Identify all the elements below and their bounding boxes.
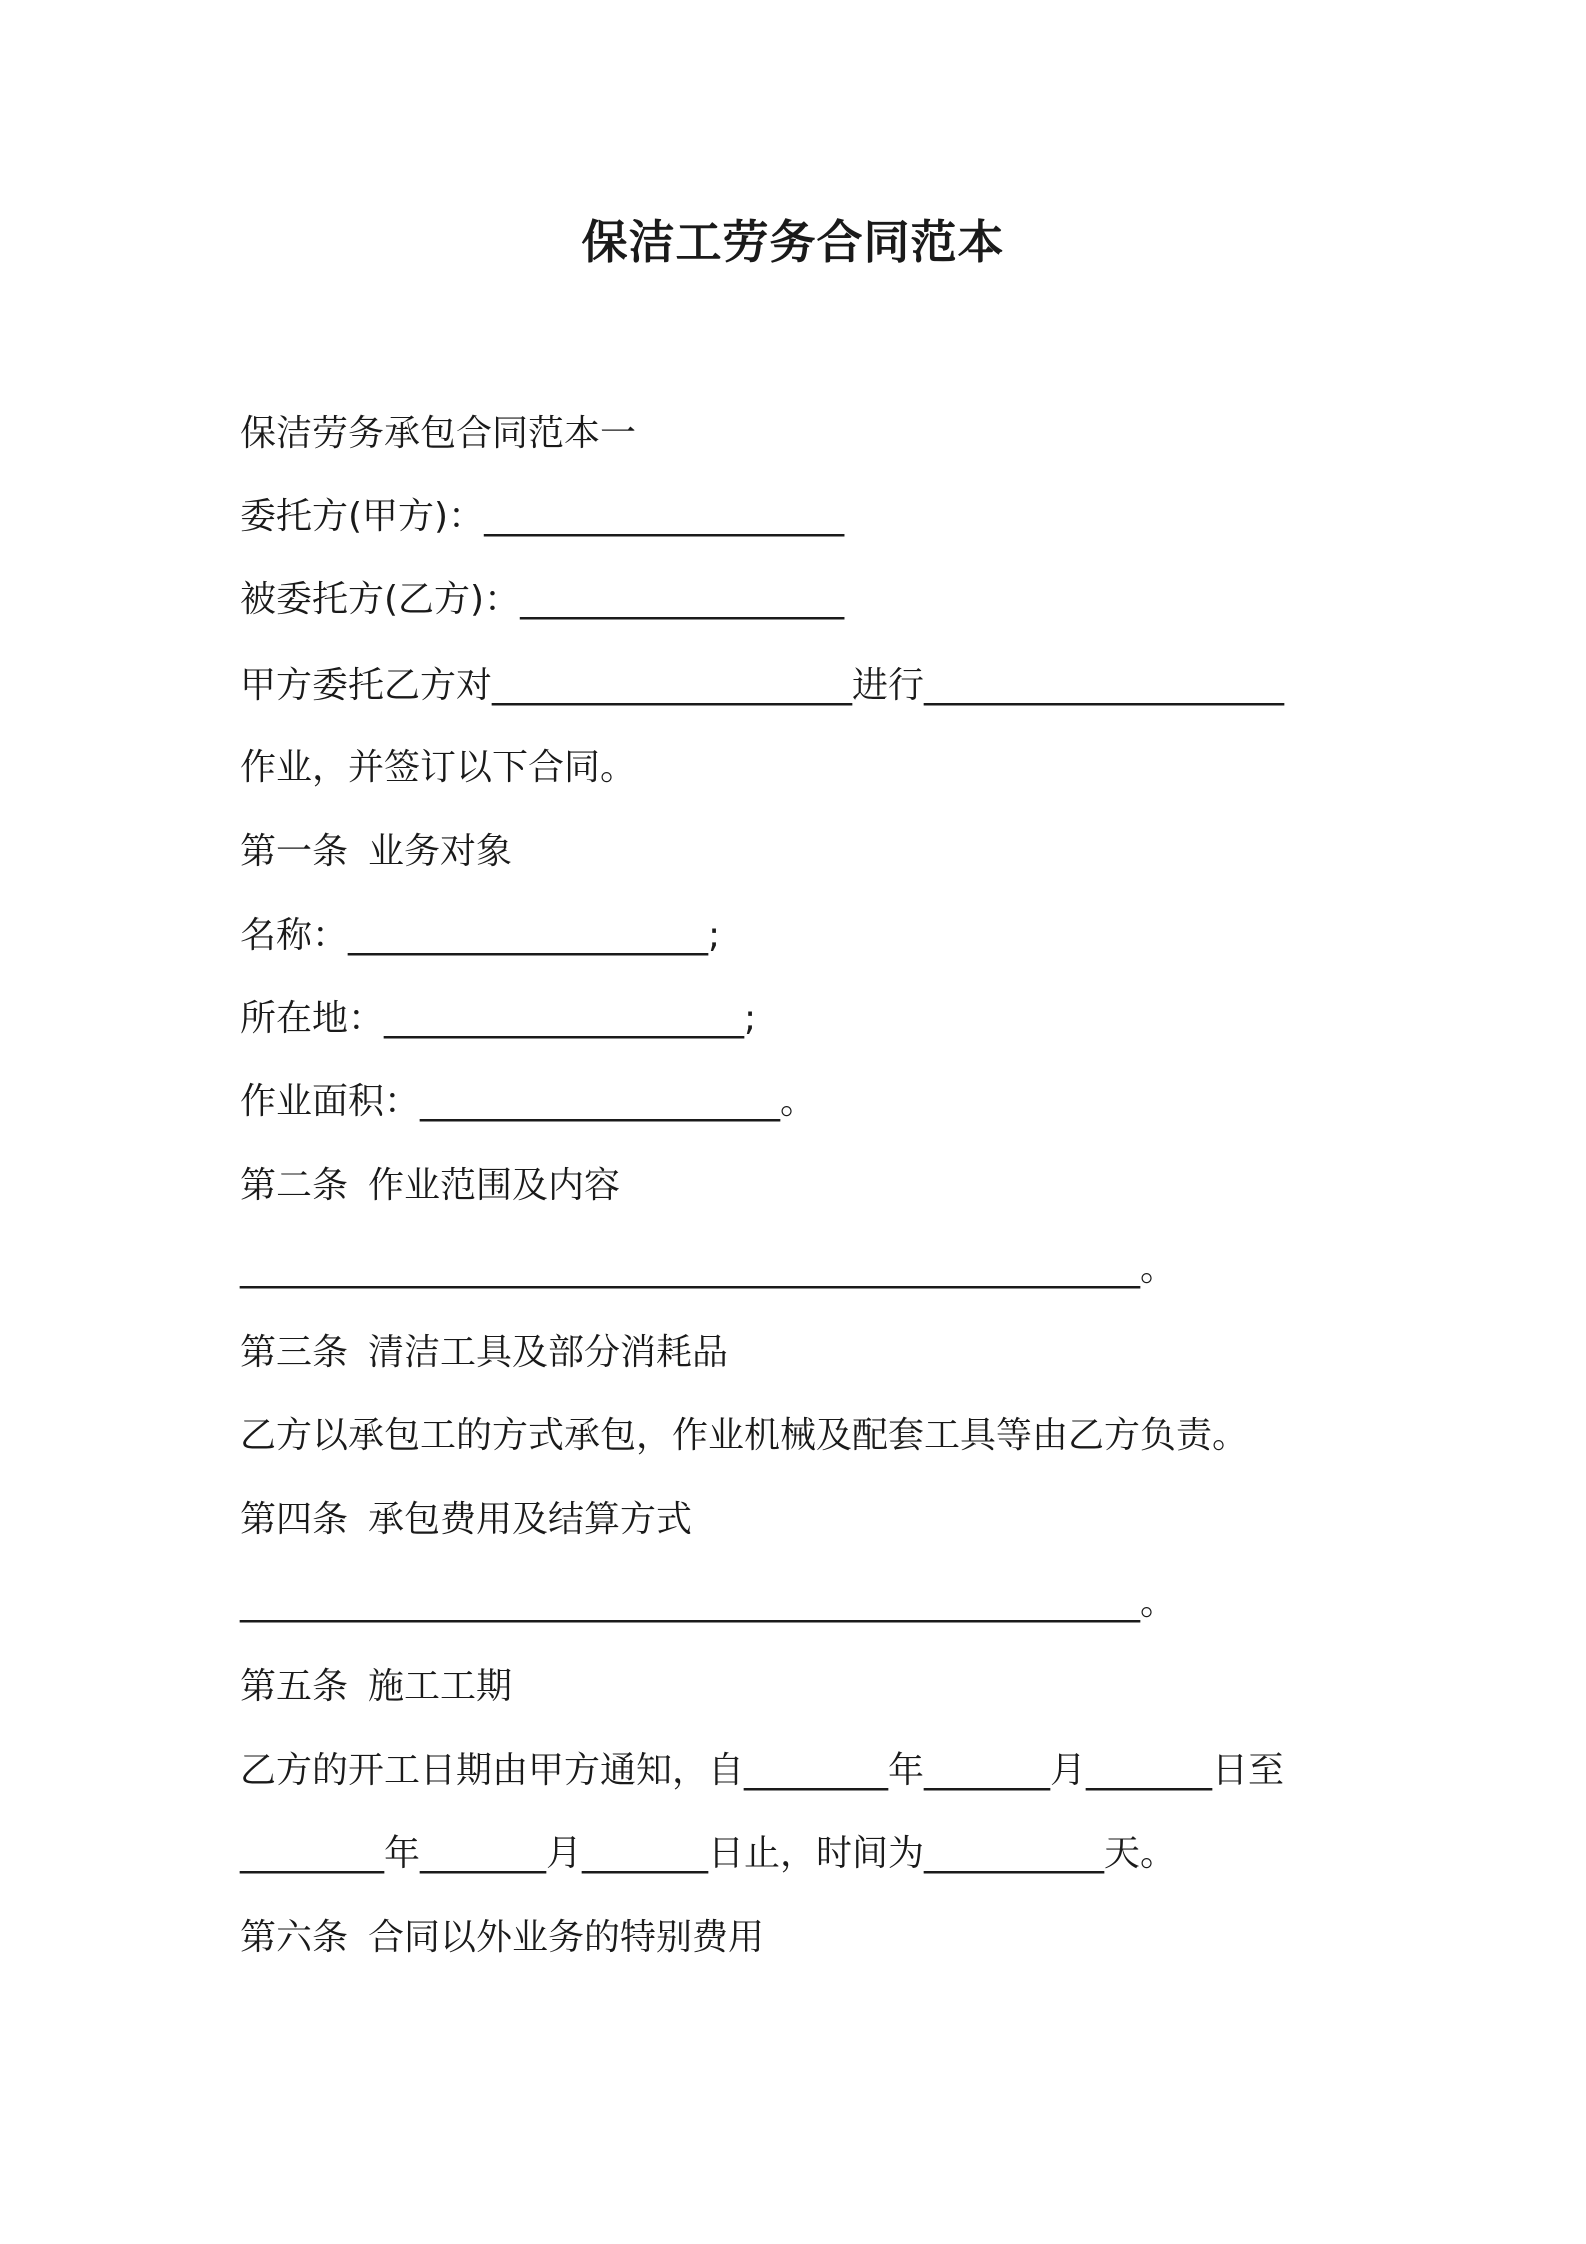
document-title: 保洁工劳务合同范本 (581, 215, 1005, 269)
area-line: 作业面积：____________________。 (240, 1081, 817, 1122)
location-line: 所在地：____________________; (240, 998, 757, 1039)
article-1-heading (240, 828, 512, 876)
fee-blank-line: __________________________________________________。 (240, 1582, 1176, 1623)
article-4-heading (240, 1496, 692, 1544)
start-date-line: 乙方的开工日期由甲方通知，自________年_______月_______日至 (240, 1750, 1285, 1791)
name-line: 名称：____________________; (240, 915, 721, 956)
tools-line: 乙方以承包工的方式承包，作业机械及配套工具等由乙方负责。 (240, 1415, 1249, 1456)
article-number: 第四条 (240, 1499, 349, 1540)
article-title: 合同以外业务的特别费用 (368, 1917, 765, 1958)
article-3-heading (240, 1329, 728, 1377)
commission-line: 甲方委托乙方对____________________进行____________________ (240, 665, 1285, 706)
party-b-line: 被委托方(乙方)：__________________ (240, 579, 845, 620)
article-title: 业务对象 (368, 831, 513, 872)
article-title: 作业范围及内容 (368, 1165, 621, 1206)
article-title: 承包费用及结算方式 (368, 1499, 693, 1540)
article-number: 第五条 (240, 1666, 349, 1707)
subtitle-line: 保洁劳务承包合同范本一 (240, 413, 637, 454)
scope-blank-line: __________________________________________________。 (240, 1248, 1176, 1289)
commission-line-continued: 作业，并签订以下合同。 (240, 747, 637, 788)
article-number: 第六条 (240, 1917, 349, 1958)
article-title: 清洁工具及部分消耗品 (368, 1332, 729, 1373)
article-5-heading (240, 1663, 512, 1711)
article-title: 施工工期 (368, 1666, 513, 1707)
article-2-heading (240, 1162, 620, 1210)
article-number: 第一条 (240, 831, 349, 872)
article-number: 第三条 (240, 1332, 349, 1373)
article-number: 第二条 (240, 1165, 349, 1206)
party-a-line: 委托方(甲方)：____________________ (240, 496, 845, 537)
article-6-heading (240, 1914, 764, 1962)
end-date-line: ________年_______月_______日止，时间为__________天。 (240, 1833, 1177, 1874)
